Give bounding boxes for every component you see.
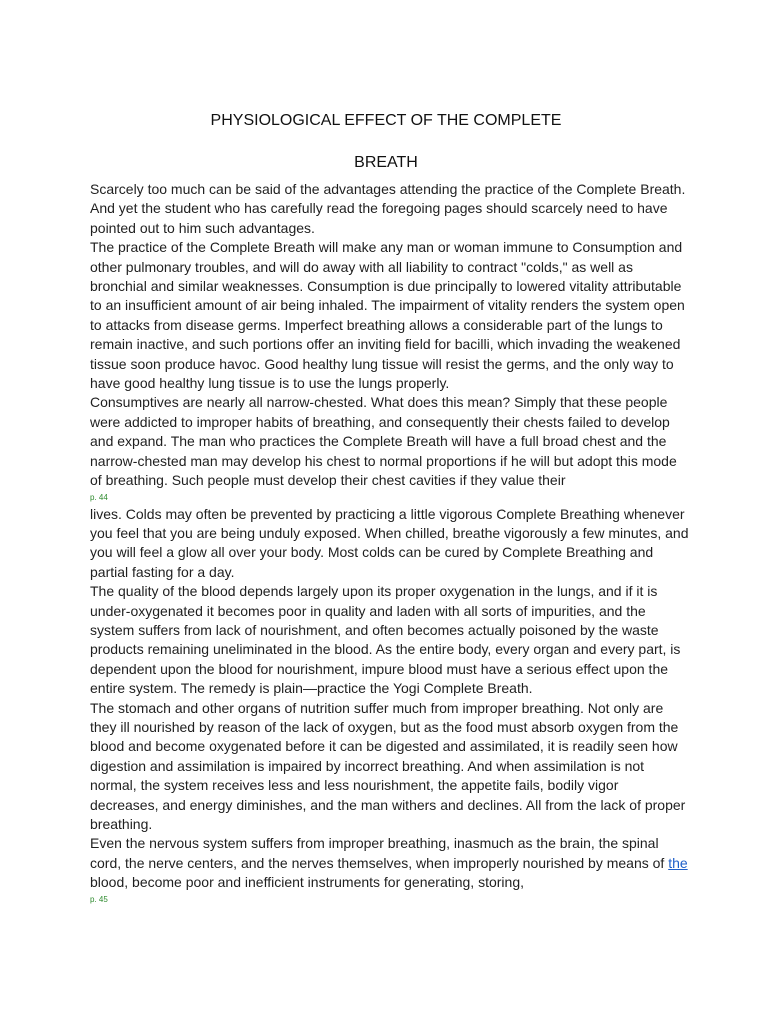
paragraph: lives. Colds may often be prevented by practicing a little vigorous Complete Breathing whenever you feel that you are being unduly exposed. When chilled, breathe vigorously a few minutes, and you will feel a glow all over your body. Most colds can be cured by Complete Breathing and partial fasting for a day. bbox=[90, 505, 689, 580]
paragraph: Consumptives are nearly all narrow-chested. What does this mean? Simply that these people were addicted to improper habits of breathing, and consequently their chests failed to develop and expand. The man who practices the Complete Breath will have a full broad chest and the narrow-chested man may develop his chest to normal proportions if he will but adopt this mode of breathing. Such people must develop their chest cavities if they value their bbox=[90, 394, 677, 489]
document-title-line-2: BREATH bbox=[354, 154, 418, 171]
paragraph-text: Even the nervous system suffers from improper breathing, inasmuch as the brain, the spinal cord, the nerve centers, and the nerves themselves, when improperly nourished by means of bbox=[90, 835, 669, 871]
paragraph: The stomach and other organs of nutrition suffer much from improper breathing. Not only are they ill nourished by reason of the lack of oxygen, but as the food must absorb oxygen from the blood and become oxygenated before it can be digested and assimilated, it is readily seen how digestion and assimilation is impaired by incorrect breathing. And when assimilation is not normal, the system receives less and less nourishment, the appetite fails, bodily vigor decreases, and energy diminishes, and the man withers and declines. All from the lack of proper breathing. bbox=[90, 699, 686, 832]
paragraph: The practice of the Complete Breath will make any man or woman immune to Consumption and other pulmonary troubles, and will do away with all liability to contract "colds," as well as bronchial and similar weaknesses. Consumption is due principally to lowered vitality attributable to an insufficient amount of air being inhaled. The impairment of vitality renders the system open to attacks from disease germs. Imperfect breathing allows a considerable part of the lungs to remain inactive, and such portions offer an inviting field for bacilli, which invading the weakened tissue soon produce havoc. Good healthy lung tissue will resist the germs, and the only way to have good healthy lung tissue is to use the lungs properly. bbox=[90, 239, 685, 392]
page-number-marker: p. 44 bbox=[90, 492, 108, 502]
paragraph-last bbox=[90, 834, 690, 892]
paragraph: The quality of the blood depends largely upon its proper oxygenation in the lungs, and if it is under-oxygenated it becomes poor in quality and laden with all sorts of impurities, and the system suffers from lack of nourishment, and often becomes actually poisoned by the waste products remaining uneliminated in the blood. As the entire body, every organ and every part, is dependent upon the blood for nourishment, impure blood must have a serious effect upon the entire system. The remedy is plain—practice the Yogi Complete Breath. bbox=[90, 583, 681, 697]
document-body bbox=[90, 180, 690, 907]
page-number-marker: p. 45 bbox=[90, 894, 108, 904]
document-title-line-1: PHYSIOLOGICAL EFFECT OF THE COMPLETE bbox=[210, 112, 562, 129]
inline-link[interactable]: the bbox=[668, 854, 688, 871]
paragraph-text: blood, become poor and inefficient instruments for generating, storing, bbox=[90, 874, 524, 891]
paragraph: Scarcely too much can be said of the advantages attending the practice of the Complete Breath. And yet the student who has carefully read the foregoing pages should scarcely need to have pointed out to him such advantages. bbox=[90, 181, 686, 236]
